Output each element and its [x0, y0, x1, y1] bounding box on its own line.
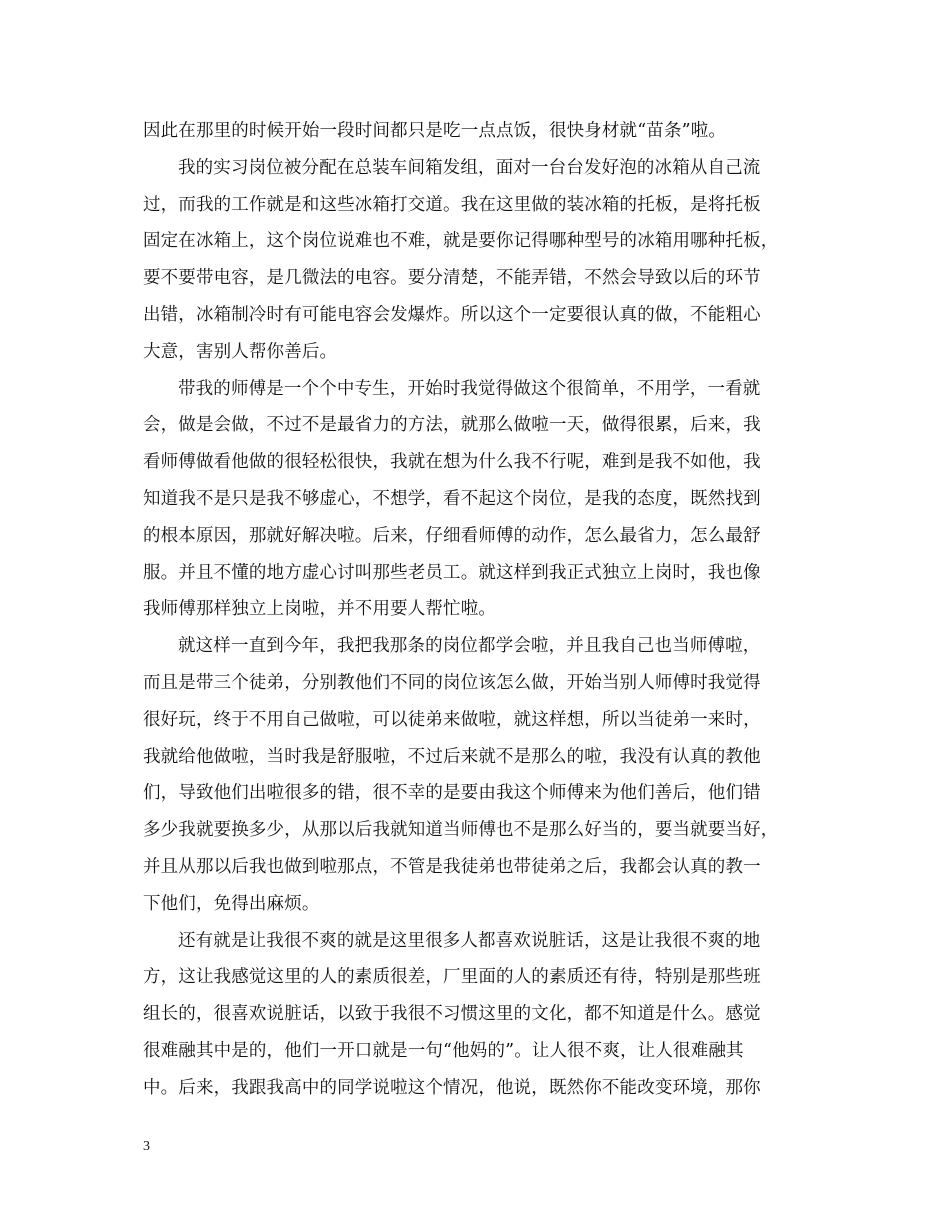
text-line: 我就给他做啦，当时我是舒服啦，不过后来就不是那么的啦，我没有认真的教他	[143, 746, 761, 767]
text-line: 还有就是让我很不爽的就是这里很多人都喜欢说脏话，这是让我很不爽的地	[178, 930, 761, 951]
text-line: 组长的，很喜欢说脏话，以致于我很不习惯这里的文化，都不知道是什么。感觉	[143, 1004, 761, 1025]
text-line: 下他们，免得出麻烦。	[143, 893, 320, 914]
text-line: 带我的师傅是一个个中专生，开始时我觉得做这个很简单，不用学，一看就	[178, 378, 761, 399]
text-line: 服。并且不懂的地方虚心讨叫那些老员工。就这样到我正式独立上岗时，我也像	[143, 562, 761, 583]
text-line: 我师傅那样独立上岗啦，并不用要人帮忙啦。	[143, 599, 496, 620]
text-line: 会，做是会做，不过不是最省力的方法，就那么做啦一天，做得很累，后来，我	[143, 415, 761, 436]
text-line: 们，导致他们出啦很多的错，很不幸的是要由我这个师傅来为他们善后，他们错	[143, 783, 761, 804]
text-line: 看师傅做看他做的很轻松很快，我就在想为什么我不行呢，难到是我不如他，我	[143, 452, 761, 473]
text-line: 知道我不是只是我不够虚心，不想学，看不起这个岗位，是我的态度，既然找到	[143, 488, 761, 509]
text-line: 而且是带三个徒弟，分别教他们不同的岗位该怎么做，开始当别人师傅时我觉得	[143, 672, 761, 693]
text-line: 的根本原因，那就好解决啦。后来，仔细看师傅的动作，怎么最省力，怎么最舒	[143, 525, 761, 546]
text-line: 出错，冰箱制冷时有可能电容会发爆炸。所以这个一定要很认真的做，不能粗心	[143, 304, 761, 325]
page-number: 3	[143, 1139, 150, 1154]
text-line: 就这样一直到今年，我把我那条的岗位都学会啦，并且我自己也当师傅啦，	[178, 636, 761, 657]
text-line: 大意，害别人帮你善后。	[143, 341, 338, 362]
text-line: 我的实习岗位被分配在总装车间箱发组，面对一台台发好泡的冰箱从自己流	[178, 157, 761, 178]
text-line: 中。后来，我跟我高中的同学说啦这个情况，他说，既然你不能改变环境，那你	[143, 1077, 761, 1098]
text-line: 要不要带电容，是几微法的电容。要分清楚，不能弄错，不然会导致以后的环节	[143, 268, 761, 289]
text-line: 固定在冰箱上，这个岗位说难也不难，就是要你记得哪种型号的冰箱用哪种托板，	[143, 231, 779, 252]
text-line: 过，而我的工作就是和这些冰箱打交道。我在这里做的装冰箱的托板，是将托板	[143, 194, 761, 215]
text-line: 很好玩，终于不用自己做啦，可以徒弟来做啦，就这样想，所以当徒弟一来时，	[143, 709, 761, 730]
text-line: 很难融其中是的，他们一开口就是一句“他妈的”。让人很不爽，让人很难融其	[143, 1040, 744, 1061]
text-line: 并且从那以后我也做到啦那点，不管是我徒弟也带徒弟之后，我都会认真的教一	[143, 856, 761, 877]
text-line: 多少我就要换多少，从那以后我就知道当师傅也不是那么好当的，要当就要当好，	[143, 820, 779, 841]
text-line: 因此在那里的时候开始一段时间都只是吃一点点饭，很快身材就“苗条”啦。	[143, 121, 726, 141]
text-line: 方，这让我感觉这里的人的素质很差，厂里面的人的素质还有待，特别是那些班	[143, 967, 761, 988]
body-text	[143, 113, 823, 1107]
